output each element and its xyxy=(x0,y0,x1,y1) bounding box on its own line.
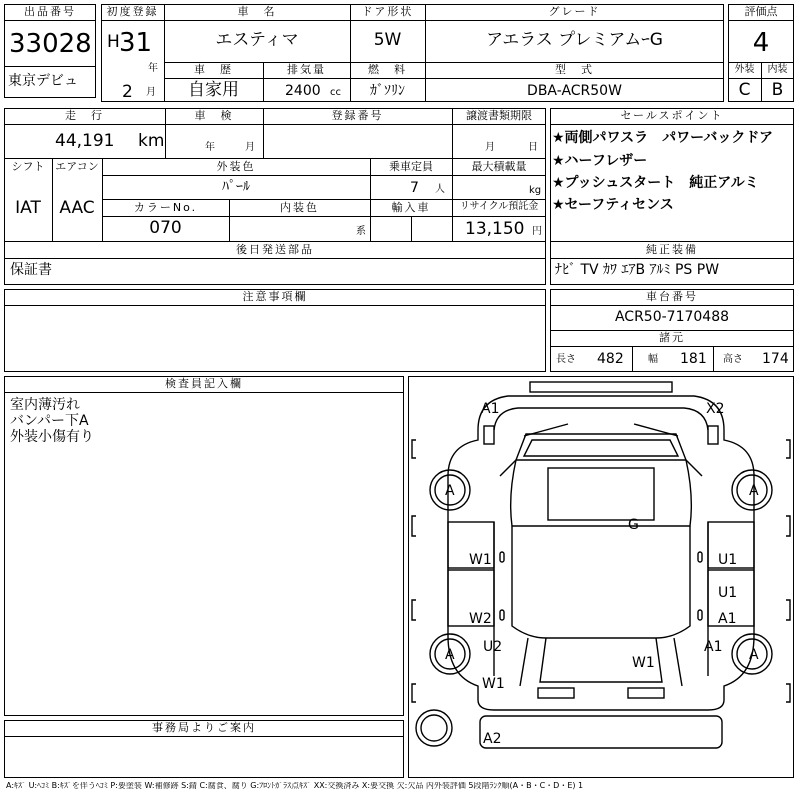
damage-front-right: X2 xyxy=(706,401,725,417)
damage-door-rr-upper: U1 xyxy=(718,585,738,601)
transfer-day-unit: 日 xyxy=(528,142,538,153)
load-header: 最大積載量 xyxy=(471,160,527,173)
ac: AAC xyxy=(59,198,95,218)
year-unit: 年 xyxy=(148,63,158,74)
exterior-grade: C xyxy=(738,80,751,100)
length-label: 長さ xyxy=(556,354,576,365)
mileage-unit: km xyxy=(138,131,165,151)
damage-tire-fl: A xyxy=(445,483,455,499)
color-no-header: カラーNo. xyxy=(133,201,198,214)
venue: 東京デビュ xyxy=(8,73,78,89)
color-header: 外装色 xyxy=(216,160,256,173)
width-label: 幅 xyxy=(648,354,658,365)
color-no: 070 xyxy=(149,218,182,238)
history-header: 車 歴 xyxy=(194,63,233,76)
damage-rear-body: W1 xyxy=(632,655,655,671)
sales-line: ★セーフティセンス xyxy=(552,197,674,213)
sales-line: ★ハーフレザー xyxy=(552,153,648,169)
damage-door-rl: W2 xyxy=(469,611,492,627)
displacement: 2400 xyxy=(285,83,321,99)
inspection-year-unit: 年 xyxy=(205,142,215,153)
lot-number: 33028 xyxy=(9,29,92,59)
chassis-header: 車台番号 xyxy=(646,290,698,303)
damage-rear-bumper: A2 xyxy=(483,731,502,747)
reg-year: 31 xyxy=(119,28,153,58)
grade-header: グレード xyxy=(548,5,601,18)
fuel: ｶﾞｿﾘﾝ xyxy=(370,83,405,99)
sales-line: ★両側パワスラ パワーバックドア xyxy=(552,130,774,146)
inspector-line: 外装小傷有り xyxy=(10,429,94,445)
car-name: エスティマ xyxy=(215,30,299,50)
inspector-line: 室内薄汚れ xyxy=(10,397,80,413)
import-header: 輸入車 xyxy=(391,201,431,214)
capacity-header: 乗車定員 xyxy=(389,160,433,173)
exterior-header: 外装 xyxy=(734,64,755,75)
inspection-month-unit: 月 xyxy=(245,142,255,153)
month-unit: 月 xyxy=(146,87,156,98)
inspector-header: 検査員記入欄 xyxy=(165,377,243,390)
door: 5W xyxy=(373,30,402,50)
car-name-header: 車 名 xyxy=(237,5,277,18)
damage-quarter-right: A1 xyxy=(704,639,723,655)
displacement-header: 排気量 xyxy=(287,63,326,76)
width: 181 xyxy=(680,351,707,367)
damage-quarter-left: U2 xyxy=(483,639,503,655)
mileage: 44,191 xyxy=(55,131,115,151)
length: 482 xyxy=(597,351,624,367)
mileage-header: 走 行 xyxy=(65,109,104,122)
shift: IAT xyxy=(15,198,41,218)
model: DBA-ACR50W xyxy=(527,83,622,99)
interior-color-unit: 系 xyxy=(356,226,366,237)
interior-grade: B xyxy=(771,80,784,100)
transfer-month-unit: 月 xyxy=(485,142,495,153)
era: H xyxy=(107,32,120,52)
displacement-unit: cc xyxy=(330,87,341,98)
sales-line: ★プッシュスタート 純正アルミ xyxy=(552,175,759,191)
inspector-line: バンパー下A xyxy=(10,413,89,429)
transfer-header: 譲渡書類期限 xyxy=(466,109,532,122)
score-header: 評価点 xyxy=(744,5,778,18)
capacity-unit: 人 xyxy=(435,184,445,195)
legend: A:ｷｽﾞ U:ﾍｺﾐ B:ｷｽﾞを伴うﾍｺﾐ P:要塗装 W:補修跡 S:錆 C:腐食、腐り G:ﾌﾛﾝﾄｶﾞﾗｽ点ｷｽﾞ XX:交換済み X:要交換 欠:欠品 内外装評価 5段階ﾗﾝｸ順(A・B・C・D・E) 1 xyxy=(6,782,584,790)
lot-header: 出品番号 xyxy=(24,5,76,18)
inspection-header: 車 検 xyxy=(194,109,234,122)
recycle: 13,150 xyxy=(465,219,525,239)
damage-rear-left: W1 xyxy=(482,676,505,692)
parts: 保証書 xyxy=(10,262,52,278)
chassis-number: ACR50-7170488 xyxy=(614,309,730,325)
sales-header: セールスポイント xyxy=(620,109,724,122)
reg-no-header: 登録番号 xyxy=(331,109,384,122)
notes-header: 注意事項欄 xyxy=(242,290,308,303)
grade: アエラス プレミアムｰG xyxy=(486,30,663,50)
model-header: 型 式 xyxy=(555,63,594,76)
shift-header: シフト xyxy=(11,160,45,173)
height-label: 高さ xyxy=(723,354,743,365)
damage-tire-rl: A xyxy=(445,647,455,663)
equipment: ﾅﾋﾞ TV ｶﾜ ｴｱB ｱﾙﾐ PS PW xyxy=(555,262,720,278)
reg-month: 2 xyxy=(122,82,133,102)
dims-header: 諸元 xyxy=(659,331,685,344)
ac-header: エアコン xyxy=(55,160,99,173)
fuel-header: 燃 料 xyxy=(368,63,407,76)
damage-door-fl: W1 xyxy=(469,552,492,568)
parts-header: 後日発送部品 xyxy=(236,243,314,256)
recycle-unit: 円 xyxy=(532,226,542,237)
equipment-header: 純正装備 xyxy=(646,243,698,256)
color: ﾊﾟｰﾙ xyxy=(222,179,250,195)
history: 自家用 xyxy=(188,80,239,100)
car-outline xyxy=(408,376,794,778)
damage-roof: G xyxy=(628,517,639,533)
damage-tire-rr: A xyxy=(749,647,759,663)
recycle-header: リサイクル預託金 xyxy=(459,201,539,212)
capacity: 7 xyxy=(410,180,419,196)
score: 4 xyxy=(752,28,770,58)
interior-header: 内装 xyxy=(767,64,788,75)
first-reg-header: 初度登録 xyxy=(106,5,159,18)
damage-front-left: A1 xyxy=(481,401,500,417)
interior-color-header: 内装色 xyxy=(280,201,319,214)
damage-door-rr: A1 xyxy=(718,611,737,627)
door-header: ドア形状 xyxy=(361,5,414,18)
damage-door-fr: U1 xyxy=(718,552,738,568)
damage-tire-fr: A xyxy=(749,483,759,499)
height: 174 xyxy=(762,351,789,367)
load-unit: kg xyxy=(529,185,542,196)
office-header: 事務局よりご案内 xyxy=(152,721,256,734)
